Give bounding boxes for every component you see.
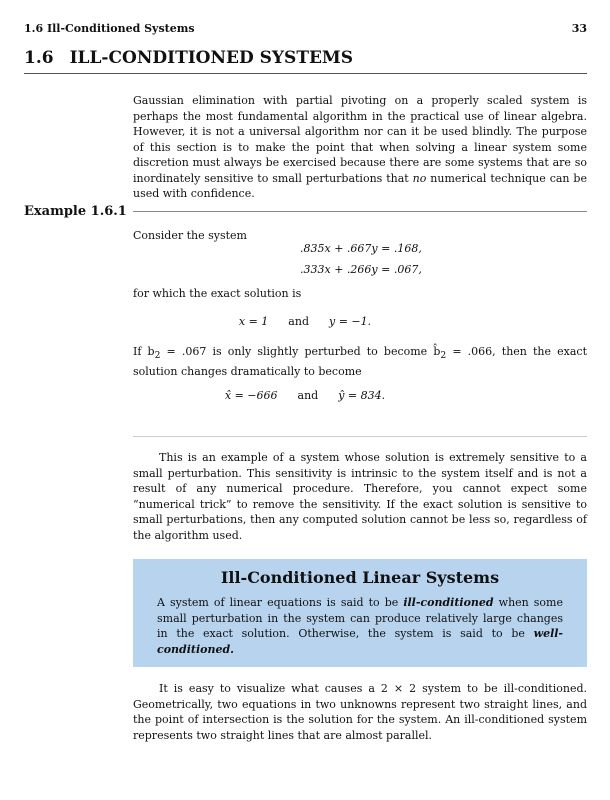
solution-y: y = −1. [328, 315, 372, 328]
perturb-subscript: 2 [154, 350, 161, 362]
perturb-part-c: = .066, then the exact solution changes dramatically to become [133, 345, 587, 378]
page-number: 33 [571, 22, 587, 35]
intro-paragraph [133, 93, 587, 202]
running-head [24, 22, 587, 35]
section-title-text: ILL-CONDITIONED SYSTEMS [69, 48, 354, 68]
sensitivity-paragraph: This is an example of a system whose solution is extremely sensitive to a small perturbation. This sensitivity is intrinsic to the system itself and is not a result of any numerical procedure. Therefore, you cannot expect some “numerical trick” to remove the sensitivity. If the exact solution is sensitive to small perturbations, then any computed solution cannot be less so, regardless of the algorithm used. [133, 451, 587, 542]
new-solution-x: x̂ = −666 [224, 389, 278, 402]
equation-2: .333x + .266y = .067, [300, 263, 422, 276]
example-divider [133, 211, 587, 212]
perturb-subscript-2: 2 [440, 350, 447, 362]
new-solution-y: ŷ = 834. [338, 389, 386, 402]
solution-and: and [288, 315, 309, 328]
definition-term-ill: ill-conditioned [403, 596, 494, 609]
definition-text-a: A system of linear equations is said to be [157, 596, 404, 609]
section-number: 1.6 [24, 48, 54, 68]
exact-solution [0, 315, 610, 328]
perturbed-solution [0, 389, 610, 402]
perturbation-text [133, 344, 587, 379]
new-solution-and: and [297, 389, 319, 402]
definition-text [157, 595, 563, 657]
example-end-divider [133, 436, 587, 437]
intro-text-end: numerical technique can be used with confidence. [133, 171, 587, 200]
definition-box [133, 559, 587, 667]
geometry-paragraph: It is easy to visualize what causes a 2 × 2 system to be ill-conditioned. Geometrically, two equations in two unknowns represent two straight lines, and the point of intersection is the solution for the system. An ill-conditioned system represents two straight lines that are almost parallel. [133, 682, 587, 742]
definition-term-well: well-conditioned. [157, 627, 563, 656]
example-label: Example 1.6.1 [24, 204, 127, 219]
intro-text: Gaussian elimination with partial pivoting on a properly scaled system is perhaps the most fundamental algorithm in the practical use of linear algebra. However, it is not a universal algorithm nor can it be used blindly. The purpose of this section is to make the point that when solving a linear system some discretion must always be exercised because there are some systems that are so inordinately sensitive to small perturbations that [133, 94, 587, 185]
section-title [24, 48, 587, 74]
example-consider: Consider the system [133, 229, 247, 242]
definition-title: Ill-Conditioned Linear Systems [220, 568, 500, 587]
running-head-section: 1.6 Ill-Conditioned Systems [24, 22, 195, 35]
equation-1: .835x + .667y = .168, [300, 242, 422, 255]
definition-text-b: when some small perturbation in the system can produce relatively large changes in the exact solution. Otherwise, the system is said to be [157, 596, 563, 640]
perturb-part-a: If b [133, 345, 155, 358]
perturb-part-b: = .067 is only slightly perturbed to become b̂ [160, 345, 441, 358]
solution-x: x = 1 [238, 315, 269, 328]
intro-emphasis: no [412, 171, 427, 185]
example-for-which: for which the exact solution is [133, 287, 302, 300]
